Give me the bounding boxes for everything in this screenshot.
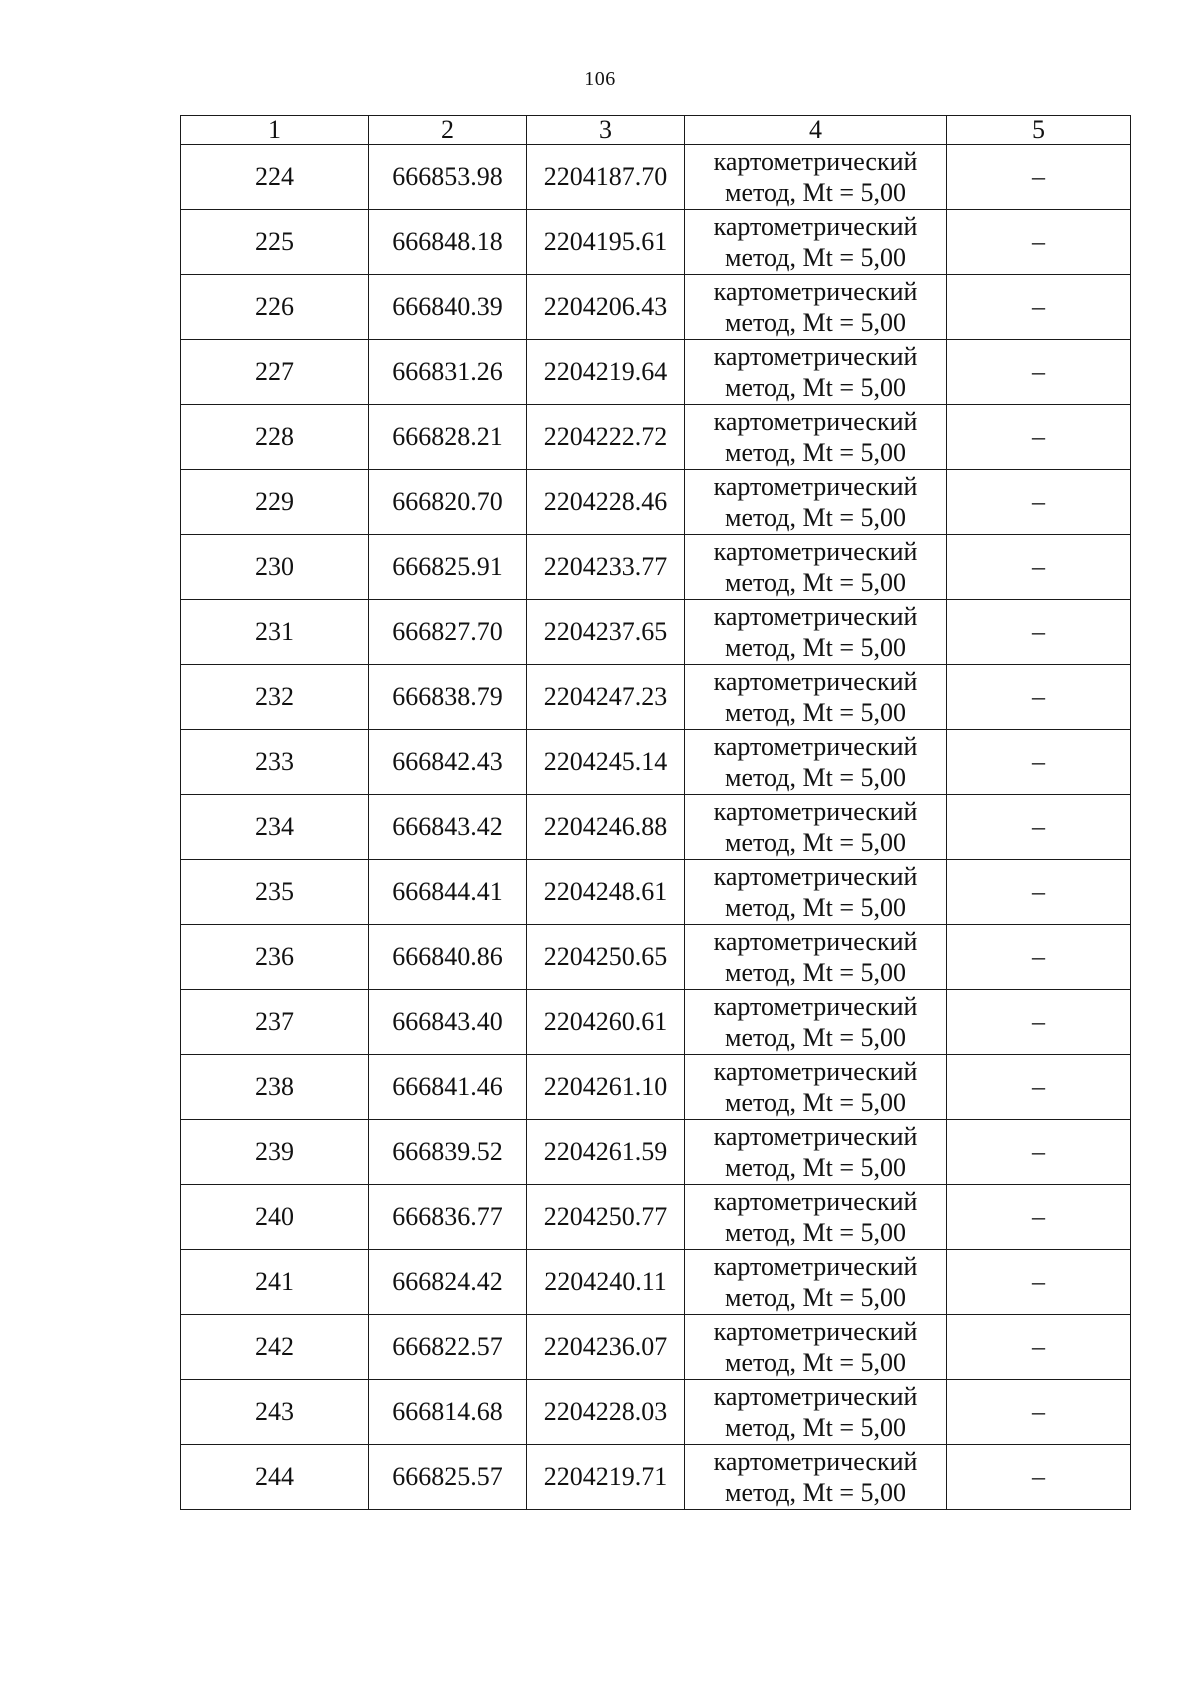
y-coordinate-cell: 2204250.65 [527, 925, 685, 990]
note-cell: – [947, 665, 1131, 730]
table-row [181, 730, 1131, 795]
method-cell [685, 535, 947, 600]
method-line-2: метод, Mt = 5,00 [725, 1218, 906, 1247]
method-line-1: картометрический [713, 342, 918, 371]
note-cell: – [947, 925, 1131, 990]
method-cell [685, 600, 947, 665]
method-line-1: картометрический [713, 992, 918, 1021]
method-cell [685, 990, 947, 1055]
x-coordinate-cell: 666844.41 [369, 860, 527, 925]
method-cell [685, 1445, 947, 1510]
method-line-1: картометрический [713, 407, 918, 436]
point-number-cell: 243 [181, 1380, 369, 1445]
method-line-2: метод, Mt = 5,00 [725, 698, 906, 727]
y-coordinate-cell: 2204250.77 [527, 1185, 685, 1250]
x-coordinate-cell: 666841.46 [369, 1055, 527, 1120]
x-coordinate-cell: 666825.91 [369, 535, 527, 600]
note-cell: – [947, 1185, 1131, 1250]
page-number: 106 [584, 68, 616, 90]
method-cell [685, 795, 947, 860]
x-coordinate-cell: 666838.79 [369, 665, 527, 730]
point-number-cell: 226 [181, 275, 369, 340]
method-cell [685, 1120, 947, 1185]
table-row [181, 210, 1131, 275]
point-number-cell: 233 [181, 730, 369, 795]
note-cell: – [947, 795, 1131, 860]
note-cell: – [947, 1445, 1131, 1510]
method-line-1: картометрический [713, 1382, 918, 1411]
x-coordinate-cell: 666839.52 [369, 1120, 527, 1185]
table-row [181, 1380, 1131, 1445]
note-cell: – [947, 860, 1131, 925]
x-coordinate-cell: 666831.26 [369, 340, 527, 405]
method-cell [685, 1315, 947, 1380]
point-number-cell: 236 [181, 925, 369, 990]
x-coordinate-cell: 666822.57 [369, 1315, 527, 1380]
table-row [181, 600, 1131, 665]
point-number-cell: 240 [181, 1185, 369, 1250]
y-coordinate-cell: 2204219.71 [527, 1445, 685, 1510]
method-line-1: картометрический [713, 862, 918, 891]
method-line-2: метод, Mt = 5,00 [725, 308, 906, 337]
method-cell [685, 1380, 947, 1445]
y-coordinate-cell: 2204187.70 [527, 145, 685, 210]
method-line-2: метод, Mt = 5,00 [725, 1088, 906, 1117]
method-line-2: метод, Mt = 5,00 [725, 633, 906, 662]
table-header [181, 116, 1131, 145]
method-line-1: картометрический [713, 147, 918, 176]
note-cell: – [947, 1380, 1131, 1445]
y-coordinate-cell: 2204219.64 [527, 340, 685, 405]
x-coordinate-cell: 666843.40 [369, 990, 527, 1055]
point-number-cell: 237 [181, 990, 369, 1055]
note-cell: – [947, 730, 1131, 795]
note-cell: – [947, 600, 1131, 665]
method-line-2: метод, Mt = 5,00 [725, 373, 906, 402]
table-row [181, 1120, 1131, 1185]
x-coordinate-cell: 666842.43 [369, 730, 527, 795]
table-row [181, 145, 1131, 210]
method-cell [685, 470, 947, 535]
x-coordinate-cell: 666853.98 [369, 145, 527, 210]
y-coordinate-cell: 2204233.77 [527, 535, 685, 600]
method-cell [685, 1185, 947, 1250]
method-line-1: картометрический [713, 1057, 918, 1086]
point-number-cell: 225 [181, 210, 369, 275]
method-line-2: метод, Mt = 5,00 [725, 763, 906, 792]
table-row [181, 860, 1131, 925]
point-number-cell: 244 [181, 1445, 369, 1510]
x-coordinate-cell: 666824.42 [369, 1250, 527, 1315]
x-coordinate-cell: 666814.68 [369, 1380, 527, 1445]
table-row [181, 470, 1131, 535]
method-line-1: картометрический [713, 602, 918, 631]
y-coordinate-cell: 2204261.59 [527, 1120, 685, 1185]
table-row [181, 535, 1131, 600]
method-line-1: картометрический [713, 1252, 918, 1281]
method-cell [685, 210, 947, 275]
point-number-cell: 224 [181, 145, 369, 210]
note-cell: – [947, 990, 1131, 1055]
method-line-2: метод, Mt = 5,00 [725, 1153, 906, 1182]
point-number-cell: 230 [181, 535, 369, 600]
table-row [181, 795, 1131, 860]
x-coordinate-cell: 666840.39 [369, 275, 527, 340]
y-coordinate-cell: 2204237.65 [527, 600, 685, 665]
method-line-1: картометрический [713, 1187, 918, 1216]
x-coordinate-cell: 666820.70 [369, 470, 527, 535]
y-coordinate-cell: 2204248.61 [527, 860, 685, 925]
method-cell [685, 145, 947, 210]
method-line-2: метод, Mt = 5,00 [725, 503, 906, 532]
method-line-2: метод, Mt = 5,00 [725, 1023, 906, 1052]
method-line-1: картометрический [713, 277, 918, 306]
note-cell: – [947, 1315, 1131, 1380]
note-cell: – [947, 1250, 1131, 1315]
method-cell [685, 405, 947, 470]
point-number-cell: 232 [181, 665, 369, 730]
point-number-cell: 228 [181, 405, 369, 470]
note-cell: – [947, 535, 1131, 600]
x-coordinate-cell: 666840.86 [369, 925, 527, 990]
note-cell: – [947, 275, 1131, 340]
method-line-2: метод, Mt = 5,00 [725, 178, 906, 207]
note-cell: – [947, 1055, 1131, 1120]
note-cell: – [947, 405, 1131, 470]
y-coordinate-cell: 2204236.07 [527, 1315, 685, 1380]
header-col-3: 3 [527, 116, 685, 145]
x-coordinate-cell: 666828.21 [369, 405, 527, 470]
method-line-1: картометрический [713, 667, 918, 696]
y-coordinate-cell: 2204206.43 [527, 275, 685, 340]
method-cell [685, 665, 947, 730]
note-cell: – [947, 210, 1131, 275]
method-line-2: метод, Mt = 5,00 [725, 1283, 906, 1312]
header-col-2: 2 [369, 116, 527, 145]
y-coordinate-cell: 2204222.72 [527, 405, 685, 470]
point-number-cell: 235 [181, 860, 369, 925]
table-row [181, 665, 1131, 730]
method-line-2: метод, Mt = 5,00 [725, 438, 906, 467]
table-row [181, 1315, 1131, 1380]
y-coordinate-cell: 2204246.88 [527, 795, 685, 860]
point-number-cell: 229 [181, 470, 369, 535]
header-col-4: 4 [685, 116, 947, 145]
x-coordinate-cell: 666843.42 [369, 795, 527, 860]
table-row [181, 1185, 1131, 1250]
table-row [181, 1055, 1131, 1120]
x-coordinate-cell: 666848.18 [369, 210, 527, 275]
method-cell [685, 730, 947, 795]
method-cell [685, 275, 947, 340]
header-col-1: 1 [181, 116, 369, 145]
method-line-1: картометрический [713, 732, 918, 761]
note-cell: – [947, 340, 1131, 405]
table-row [181, 1445, 1131, 1510]
method-line-2: метод, Mt = 5,00 [725, 1478, 906, 1507]
method-line-2: метод, Mt = 5,00 [725, 568, 906, 597]
method-line-1: картометрический [713, 1317, 918, 1346]
y-coordinate-cell: 2204240.11 [527, 1250, 685, 1315]
method-cell [685, 1250, 947, 1315]
y-coordinate-cell: 2204261.10 [527, 1055, 685, 1120]
point-number-cell: 227 [181, 340, 369, 405]
method-line-1: картометрический [713, 927, 918, 956]
y-coordinate-cell: 2204195.61 [527, 210, 685, 275]
x-coordinate-cell: 666827.70 [369, 600, 527, 665]
y-coordinate-cell: 2204260.61 [527, 990, 685, 1055]
y-coordinate-cell: 2204228.46 [527, 470, 685, 535]
x-coordinate-cell: 666836.77 [369, 1185, 527, 1250]
point-number-cell: 238 [181, 1055, 369, 1120]
method-cell [685, 925, 947, 990]
y-coordinate-cell: 2204245.14 [527, 730, 685, 795]
y-coordinate-cell: 2204228.03 [527, 1380, 685, 1445]
method-line-1: картометрический [713, 472, 918, 501]
method-line-2: метод, Mt = 5,00 [725, 958, 906, 987]
note-cell: – [947, 470, 1131, 535]
method-line-2: метод, Mt = 5,00 [725, 243, 906, 272]
y-coordinate-cell: 2204247.23 [527, 665, 685, 730]
method-line-2: метод, Mt = 5,00 [725, 1348, 906, 1377]
coordinates-table [180, 115, 1131, 1510]
point-number-cell: 231 [181, 600, 369, 665]
header-row [181, 116, 1131, 145]
note-cell: – [947, 1120, 1131, 1185]
method-line-2: метод, Mt = 5,00 [725, 1413, 906, 1442]
table-row [181, 340, 1131, 405]
table-row [181, 405, 1131, 470]
point-number-cell: 241 [181, 1250, 369, 1315]
point-number-cell: 239 [181, 1120, 369, 1185]
table-row [181, 275, 1131, 340]
method-line-1: картометрический [713, 537, 918, 566]
point-number-cell: 234 [181, 795, 369, 860]
method-line-2: метод, Mt = 5,00 [725, 828, 906, 857]
method-cell [685, 340, 947, 405]
table-row [181, 1250, 1131, 1315]
table-row [181, 990, 1131, 1055]
point-number-cell: 242 [181, 1315, 369, 1380]
method-cell [685, 860, 947, 925]
header-col-5: 5 [947, 116, 1131, 145]
method-line-1: картометрический [713, 1122, 918, 1151]
note-cell: – [947, 145, 1131, 210]
method-cell [685, 1055, 947, 1120]
method-line-2: метод, Mt = 5,00 [725, 893, 906, 922]
method-line-1: картометрический [713, 797, 918, 826]
table-body [181, 145, 1131, 1510]
method-line-1: картометрический [713, 1447, 918, 1476]
table-row [181, 925, 1131, 990]
x-coordinate-cell: 666825.57 [369, 1445, 527, 1510]
method-line-1: картометрический [713, 212, 918, 241]
